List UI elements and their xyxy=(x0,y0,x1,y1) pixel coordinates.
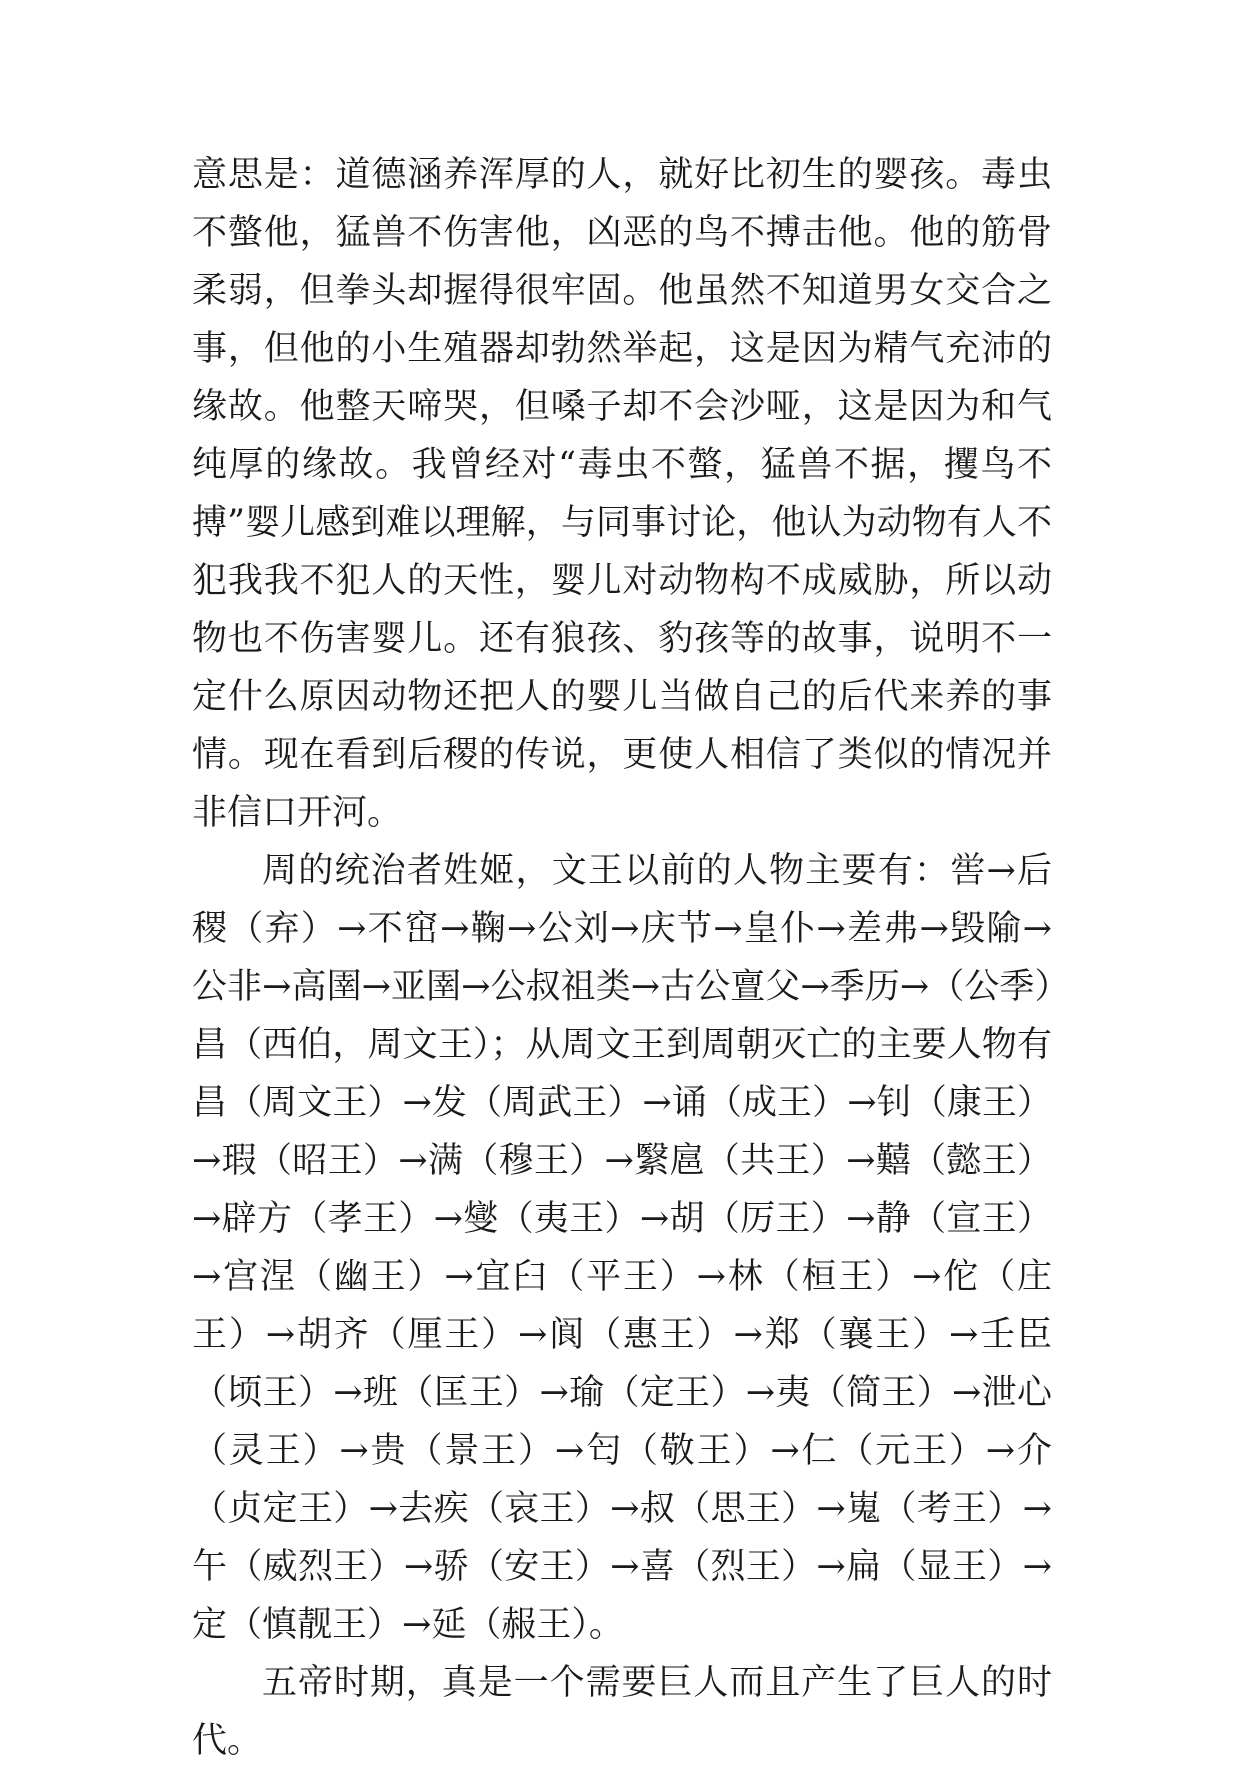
paragraph-zhou-rulers: 周的统治者姓姬，文王以前的人物主要有：喾→后稷（弃）→不窋→鞠→公刘→庆节→皇仆→差弗→毁隃→公非→高圉→亚圉→公叔祖类→古公亶父→季历→（公季）昌（西伯，周文王）；从周文王到周朝灭亡的主要人物有昌（周文王）→发（周武王）→诵（成王）→钊（康王）→瑕（昭王）→满（穆王）→繄扈（共王）→囏（懿王）→辟方（孝王）→燮（夷王）→胡（厉王）→静（宣王）→宫涅（幽王）→宜臼（平王）→林（桓王）→佗（庄王）→胡齐（厘王）→阆（惠王）→郑（襄王）→壬臣（顷王）→班（匡王）→瑜（定王）→夷（简王）→泄心（灵王）→贵（景王）→匄（敬王）→仁（元王）→介（贞定王）→去疾（哀王）→叔（思王）→嵬（考王）→午（威烈王）→骄（安王）→喜（烈王）→扁（显王）→定（慎靓王）→延（赧王）。 xyxy=(192,851,1052,1645)
paragraph-infant-explanation: 意思是：道德涵养浑厚的人，就好比初生的婴孩。毒虫不螫他，猛兽不伤害他，凶恶的鸟不搏击他。他的筋骨柔弱，但拳头却握得很牢固。他虽然不知道男女交合之事，但他的小生殖器却勃然举起，这是因为精气充沛的缘故。他整天啼哭，但嗓子却不会沙哑，这是因为和气纯厚的缘故。我曾经对“毒虫不螫，猛兽不据，攫鸟不搏”婴儿感到难以理解，与同事讨论，他认为动物有人不犯我我不犯人的天性，婴儿对动物构不成威胁，所以动物也不伤害婴儿。还有狼孩、豹孩等的故事，说明不一定什么原因动物还把人的婴儿当做自己的后代来养的事情。现在看到后稷的传说，更使人相信了类似的情况并非信口开河。 xyxy=(192,155,1052,833)
paragraph-five-emperors: 五帝时期，真是一个需要巨人而且产生了巨人的时代。 xyxy=(192,1663,1052,1761)
body-text xyxy=(192,146,1052,1770)
